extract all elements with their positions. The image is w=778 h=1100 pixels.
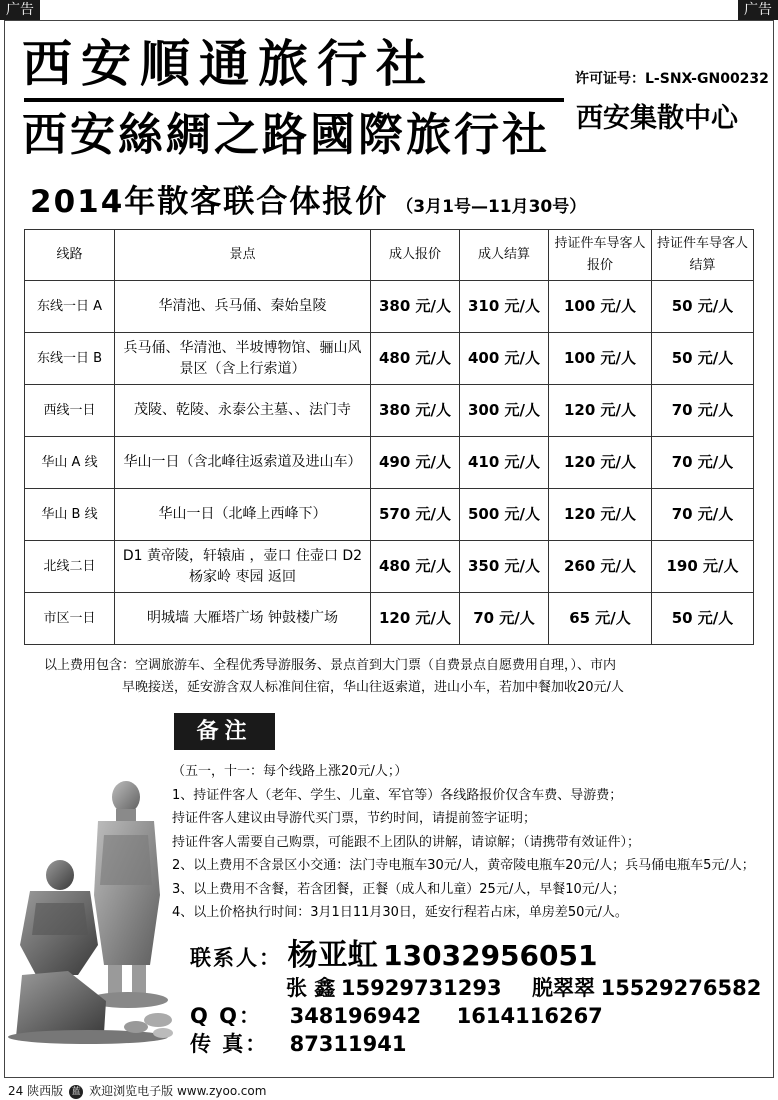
contact-label: 联系人： bbox=[190, 946, 282, 970]
contact-row-main bbox=[190, 930, 597, 974]
adult-settle-cell: 300 元/人 bbox=[460, 385, 549, 437]
remark-line: 4、以上价格执行时间：3月1日11月30日，延安行程若占床，单房差50元/人。 bbox=[172, 905, 628, 920]
fees-included bbox=[44, 655, 764, 699]
cert-quote-cell: 120 元/人 bbox=[549, 385, 652, 437]
sights-cell: D1 黄帝陵，轩辕庙 ，壶口 住壶口 D2 杨家岭 枣园 返回 bbox=[115, 541, 371, 593]
adult-quote-cell: 380 元/人 bbox=[371, 385, 460, 437]
contact-row-3 bbox=[532, 972, 761, 1002]
fees-line-1: 以上费用包含：空调旅游车、全程优秀导游服务、景点首到大门票（自费景点自愿费用自理，）、市内 bbox=[44, 658, 617, 673]
table-row bbox=[25, 593, 754, 645]
route-cell: 北线二日 bbox=[25, 541, 115, 593]
route-cell: 东线一日 A bbox=[25, 281, 115, 333]
table-row bbox=[25, 437, 754, 489]
column-header: 景点 bbox=[115, 230, 371, 281]
ad-label-right: 广告 bbox=[738, 0, 778, 20]
adult-settle-cell: 70 元/人 bbox=[460, 593, 549, 645]
adult-settle-cell: 350 元/人 bbox=[460, 541, 549, 593]
adult-quote-cell: 570 元/人 bbox=[371, 489, 460, 541]
cert-settle-cell: 50 元/人 bbox=[652, 333, 754, 385]
remark-line: 持证件客人需要自己购票，可能跟不上团队的讲解，请谅解；（请携带有效证件）； bbox=[172, 834, 641, 850]
table-row bbox=[25, 385, 754, 437]
price-table bbox=[24, 229, 754, 645]
contact-name-3: 脱翠翠 bbox=[532, 976, 595, 1000]
column-header: 持证件车导客人结算 bbox=[652, 230, 754, 281]
fees-line-2: 早晚接送，延安游含双人标准间住宿，华山往返索道，进山小车，若加中餐加收20元/人 bbox=[122, 680, 624, 695]
agency-title-2: 西安絲綢之路國際旅行社 bbox=[22, 108, 551, 161]
adult-quote-cell: 490 元/人 bbox=[371, 437, 460, 489]
route-cell: 西线一日 bbox=[25, 385, 115, 437]
terracotta-warrior-image bbox=[8, 775, 178, 1045]
cert-quote-cell: 120 元/人 bbox=[549, 437, 652, 489]
remarks-list bbox=[172, 760, 772, 925]
edition-badge-icon: 蓝 bbox=[69, 1085, 83, 1099]
sights-cell: 华山一日（北峰上西峰下） bbox=[115, 489, 371, 541]
edition-label: 陕西版 bbox=[27, 1084, 64, 1098]
distribution-center: 西安集散中心 bbox=[576, 103, 738, 134]
contact-row-2 bbox=[286, 972, 502, 1002]
adult-quote-cell: 380 元/人 bbox=[371, 281, 460, 333]
cert-settle-cell: 70 元/人 bbox=[652, 489, 754, 541]
contact-row-qq bbox=[190, 1000, 603, 1030]
cert-quote-cell: 120 元/人 bbox=[549, 489, 652, 541]
cert-quote-cell: 100 元/人 bbox=[549, 281, 652, 333]
contact-main-phone: 13032956051 bbox=[383, 939, 598, 972]
adult-quote-cell: 480 元/人 bbox=[371, 541, 460, 593]
cert-settle-cell: 50 元/人 bbox=[652, 281, 754, 333]
adult-settle-cell: 410 元/人 bbox=[460, 437, 549, 489]
fax-label: 传 真： bbox=[190, 1032, 269, 1056]
remark-line: （五一，十一：每个线路上涨20元/人；） bbox=[172, 764, 408, 779]
price-headline bbox=[30, 176, 586, 221]
cert-quote-cell: 65 元/人 bbox=[549, 593, 652, 645]
headline-date-range: （3月1号—11月30号） bbox=[396, 197, 587, 217]
cert-quote-cell: 260 元/人 bbox=[549, 541, 652, 593]
title-divider bbox=[24, 98, 564, 102]
table-row bbox=[25, 489, 754, 541]
page-footer bbox=[8, 1082, 266, 1099]
headline-text: 2014年散客联合体报价 bbox=[30, 184, 389, 220]
sights-cell: 兵马俑、华清池、半坡博物馆、骊山风景区（含上行索道） bbox=[115, 333, 371, 385]
contact-row-fax bbox=[190, 1028, 406, 1058]
qq-number-2: 1614116267 bbox=[456, 1004, 603, 1028]
qq-label: Q Q： bbox=[190, 1004, 263, 1028]
qq-number-1: 348196942 bbox=[289, 1004, 422, 1028]
fax-number: 87311941 bbox=[289, 1032, 407, 1056]
route-cell: 华山 A 线 bbox=[25, 437, 115, 489]
table-row bbox=[25, 333, 754, 385]
table-row bbox=[25, 541, 754, 593]
footer-website-text[interactable]: 欢迎浏览电子版 www.zyoo.com bbox=[89, 1084, 267, 1098]
column-header: 成人报价 bbox=[371, 230, 460, 281]
adult-settle-cell: 400 元/人 bbox=[460, 333, 549, 385]
column-header: 线路 bbox=[25, 230, 115, 281]
cert-settle-cell: 190 元/人 bbox=[652, 541, 754, 593]
contact-main-name: 杨亚虹 bbox=[287, 938, 378, 973]
cert-settle-cell: 50 元/人 bbox=[652, 593, 754, 645]
sights-cell: 华山一日（含北峰往返索道及进山车） bbox=[115, 437, 371, 489]
remark-line: 持证件客人建议由导游代买门票，节约时间，请提前签字证明； bbox=[172, 811, 537, 826]
cert-quote-cell: 100 元/人 bbox=[549, 333, 652, 385]
sights-cell: 明城墙 大雁塔广场 钟鼓楼广场 bbox=[115, 593, 371, 645]
contact-phone-2: 15929731293 bbox=[340, 976, 502, 1000]
remark-line: 1、持证件客人（老年、学生、儿童、军官等）各线路报价仅含车费、导游费； bbox=[172, 787, 623, 803]
route-cell: 东线一日 B bbox=[25, 333, 115, 385]
contact-name-2: 张 鑫 bbox=[286, 976, 336, 1000]
adult-quote-cell: 480 元/人 bbox=[371, 333, 460, 385]
column-header: 持证件车导客人报价 bbox=[549, 230, 652, 281]
cert-settle-cell: 70 元/人 bbox=[652, 385, 754, 437]
cert-settle-cell: 70 元/人 bbox=[652, 437, 754, 489]
route-cell: 市区一日 bbox=[25, 593, 115, 645]
ad-label-left: 广告 bbox=[0, 0, 40, 20]
adult-settle-cell: 500 元/人 bbox=[460, 489, 549, 541]
sights-cell: 茂陵、乾陵、永泰公主墓、、法门寺 bbox=[115, 385, 371, 437]
license-number: 许可证号：L-SNX-GN00232 bbox=[575, 71, 769, 87]
agency-title-1: 西安順通旅行社 bbox=[22, 34, 435, 93]
page-number: 24 bbox=[8, 1084, 24, 1098]
sights-cell: 华清池、兵马俑、秦始皇陵 bbox=[115, 281, 371, 333]
contact-phone-3: 15529276582 bbox=[600, 976, 762, 1000]
table-header-row bbox=[25, 230, 754, 281]
route-cell: 华山 B 线 bbox=[25, 489, 115, 541]
table-row bbox=[25, 281, 754, 333]
adult-settle-cell: 310 元/人 bbox=[460, 281, 549, 333]
column-header: 成人结算 bbox=[460, 230, 549, 281]
adult-quote-cell: 120 元/人 bbox=[371, 593, 460, 645]
remark-line: 3、以上费用不含餐，若含团餐，正餐（成人和儿童）25元/人，早餐10元/人； bbox=[172, 881, 626, 897]
remarks-badge: 备注 bbox=[174, 713, 275, 750]
remark-line: 2、以上费用不含景区小交通：法门寺电瓶车30元/人，黄帝陵电瓶车20元/人；兵马俑电瓶车5元/人； bbox=[172, 858, 755, 873]
